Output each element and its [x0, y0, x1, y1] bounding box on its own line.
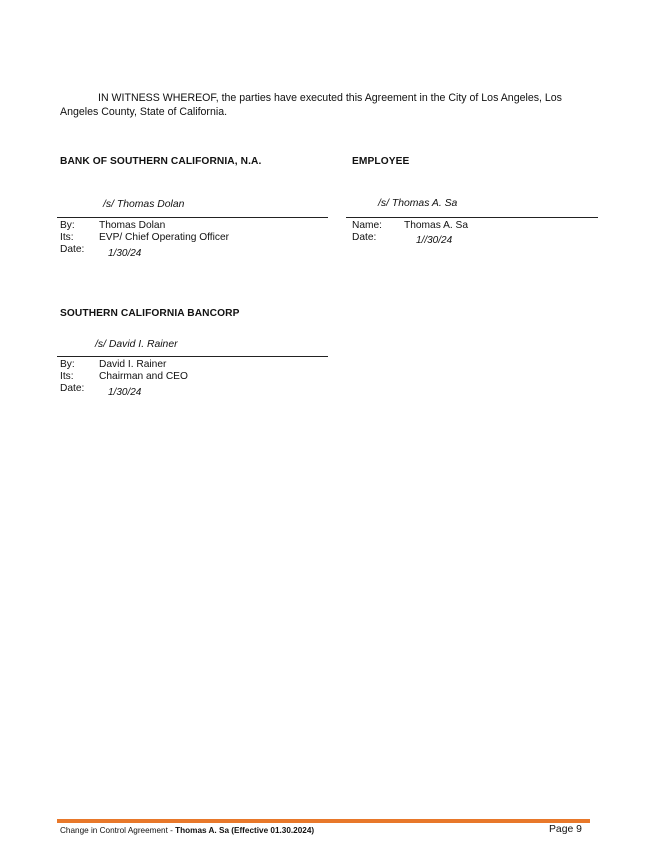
bancorp-date-label: Date: [60, 383, 85, 394]
bancorp-signature: /s/ David I. Rainer [95, 339, 178, 350]
bank-by-value: Thomas Dolan [99, 220, 166, 231]
bank-by-label: By: [60, 220, 75, 231]
bank-its-value: EVP/ Chief Operating Officer [99, 232, 230, 243]
footer-title-prefix: Change in Control Agreement - [60, 826, 176, 835]
bancorp-heading: SOUTHERN CALIFORNIA BANCORP [60, 308, 240, 319]
employee-name-value: Thomas A. Sa [404, 220, 468, 231]
employee-heading: EMPLOYEE [352, 156, 410, 167]
bank-its-label: Its: [60, 232, 74, 243]
bank-signature-line [57, 217, 328, 218]
employee-name-label: Name: [352, 220, 383, 231]
bancorp-signature-line [57, 356, 328, 357]
employee-date-label: Date: [352, 232, 377, 243]
employee-signature: /s/ Thomas A. Sa [378, 198, 458, 209]
bank-date-label: Date: [60, 244, 85, 255]
footer-accent-bar [57, 819, 590, 823]
employee-signature-line [346, 217, 598, 218]
bank-date-value: 1/30/24 [108, 248, 142, 259]
bancorp-by-label: By: [60, 359, 75, 370]
bancorp-date-value: 1/30/24 [108, 387, 142, 398]
footer-page-number: Page 9 [549, 824, 582, 835]
bank-heading: BANK OF SOUTHERN CALIFORNIA, N.A. [60, 156, 262, 167]
bancorp-by-value: David I. Rainer [99, 359, 167, 370]
bancorp-its-value: Chairman and CEO [99, 371, 188, 382]
employee-date-value: 1//30/24 [416, 235, 453, 246]
footer-document-title [60, 826, 314, 835]
footer-title-bold: Thomas A. Sa (Effective 01.30.2024) [175, 826, 315, 835]
witness-paragraph: IN WITNESS WHEREOF, the parties have executed this Agreement in the City of Los Angeles, Los Angeles County, State of California. [60, 92, 562, 118]
bank-signature: /s/ Thomas Dolan [103, 199, 185, 210]
bancorp-its-label: Its: [60, 371, 74, 382]
